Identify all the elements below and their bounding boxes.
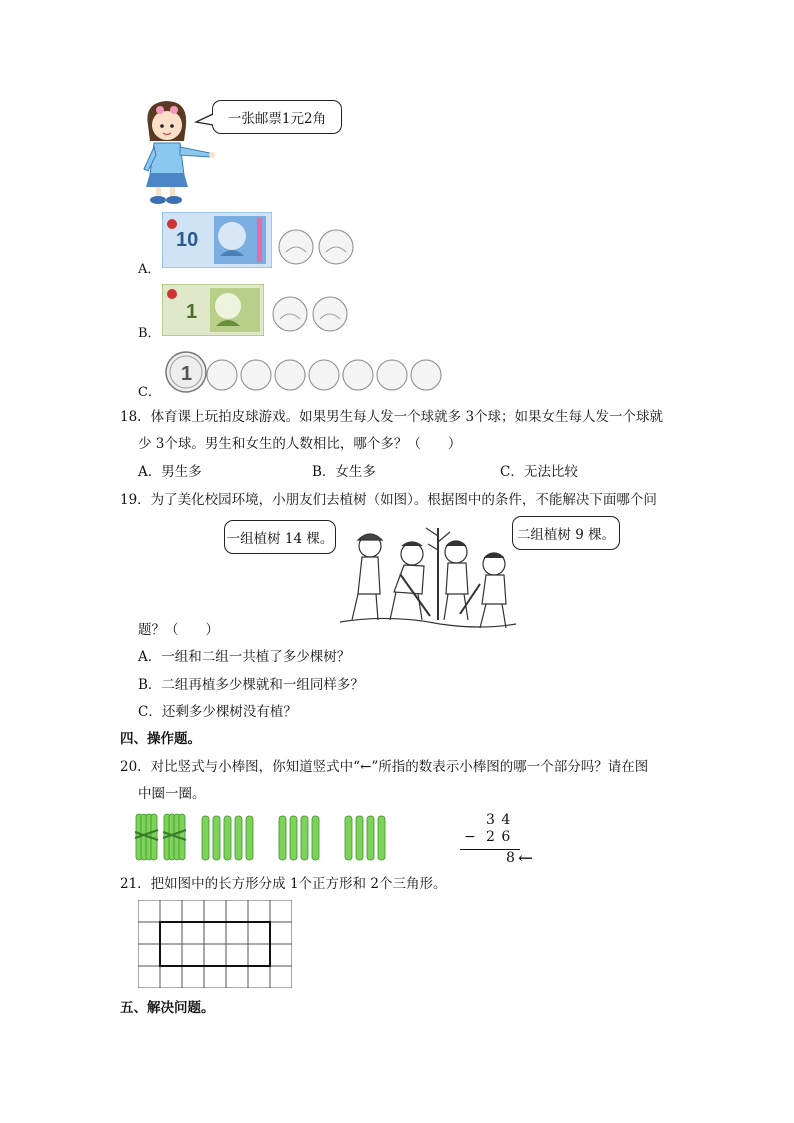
coin-row-c bbox=[164, 350, 444, 394]
section-four-heading: 四、操作题。 bbox=[120, 731, 201, 747]
svg-text:1: 1 bbox=[181, 363, 193, 385]
single-stick bbox=[356, 816, 363, 860]
bubble-group-two-text: 二组植树 9 棵。 bbox=[516, 527, 616, 543]
children-planting-trees-illustration bbox=[330, 524, 520, 636]
single-stick bbox=[213, 816, 220, 860]
svg-text:10: 10 bbox=[176, 229, 199, 251]
calc-top-number: 3 4 bbox=[486, 812, 512, 828]
vertical-subtraction bbox=[460, 812, 550, 868]
single-stick bbox=[378, 816, 385, 860]
single-stick bbox=[224, 816, 231, 860]
coin-group-a bbox=[278, 228, 368, 266]
q18-option-a: A．男生多 bbox=[138, 464, 202, 480]
one-yuan-banknote bbox=[162, 284, 264, 336]
q18-line1: 18．体育课上玩拍皮球游戏。如果男生每人发一个球就多 3个球；如果女生每人发一个球就 bbox=[120, 409, 664, 425]
single-stick bbox=[367, 816, 374, 860]
arrow-left-icon: ← bbox=[518, 848, 534, 869]
calc-result: 8 bbox=[506, 850, 515, 866]
ten-yuan-banknote bbox=[162, 212, 272, 268]
single-stick bbox=[290, 816, 297, 860]
option-a-label: A． bbox=[138, 262, 161, 277]
q19-line2: 题？（ ） bbox=[138, 622, 219, 638]
option-b-label: B． bbox=[138, 326, 161, 341]
single-stick bbox=[312, 816, 319, 860]
q20-line1: 20．对比竖式与小棒图，你知道竖式中“←”所指的数表示小棒图的哪一个部分吗？请在图 bbox=[120, 759, 649, 775]
stick-figure bbox=[134, 812, 424, 864]
bubble-group-one-text: 一组植树 14 棵。 bbox=[226, 531, 334, 547]
speech-bubble-stamp-price bbox=[212, 100, 342, 134]
calc-subtrahend: 2 6 bbox=[486, 829, 512, 845]
q21-line1: 21．把如图中的长方形分成 1个正方形和 2个三角形。 bbox=[120, 876, 447, 892]
q18-option-c: C．无法比较 bbox=[500, 464, 578, 480]
q19-option-a: A．一组和二组一共植了多少棵树？ bbox=[138, 649, 351, 665]
single-stick bbox=[279, 816, 286, 860]
single-stick bbox=[246, 816, 253, 860]
q20-line2: 中圈一圈。 bbox=[138, 786, 206, 802]
single-stick bbox=[345, 816, 352, 860]
calc-minus-sign: − bbox=[464, 829, 476, 845]
single-stick bbox=[235, 816, 242, 860]
speech-bubble-tail bbox=[194, 112, 214, 128]
coin-group-b bbox=[272, 295, 362, 333]
single-stick bbox=[202, 816, 209, 860]
q18-line2: 少 3个球。男生和女生的人数相比，哪个多？（ ） bbox=[138, 436, 462, 452]
q19-line1: 19．为了美化校园环境，小朋友们去植树（如图）。根据图中的条件，不能解决下面哪个问 bbox=[120, 492, 657, 508]
q19-option-c: C．还剩多少棵树没有植？ bbox=[138, 704, 297, 720]
q19-option-b: B．二组再植多少棵就和一组同样多？ bbox=[138, 677, 364, 693]
section-five-heading: 五、解决问题。 bbox=[120, 1000, 215, 1016]
svg-text:1: 1 bbox=[186, 301, 198, 323]
speech-text: 一张邮票1元2角 bbox=[227, 111, 327, 127]
single-stick bbox=[301, 816, 308, 860]
q18-option-b: B．女生多 bbox=[312, 464, 376, 480]
bubble-group-one bbox=[224, 520, 336, 554]
bubble-group-two bbox=[512, 516, 620, 550]
rectangle-grid bbox=[138, 900, 292, 988]
option-c-label: C． bbox=[138, 385, 161, 400]
